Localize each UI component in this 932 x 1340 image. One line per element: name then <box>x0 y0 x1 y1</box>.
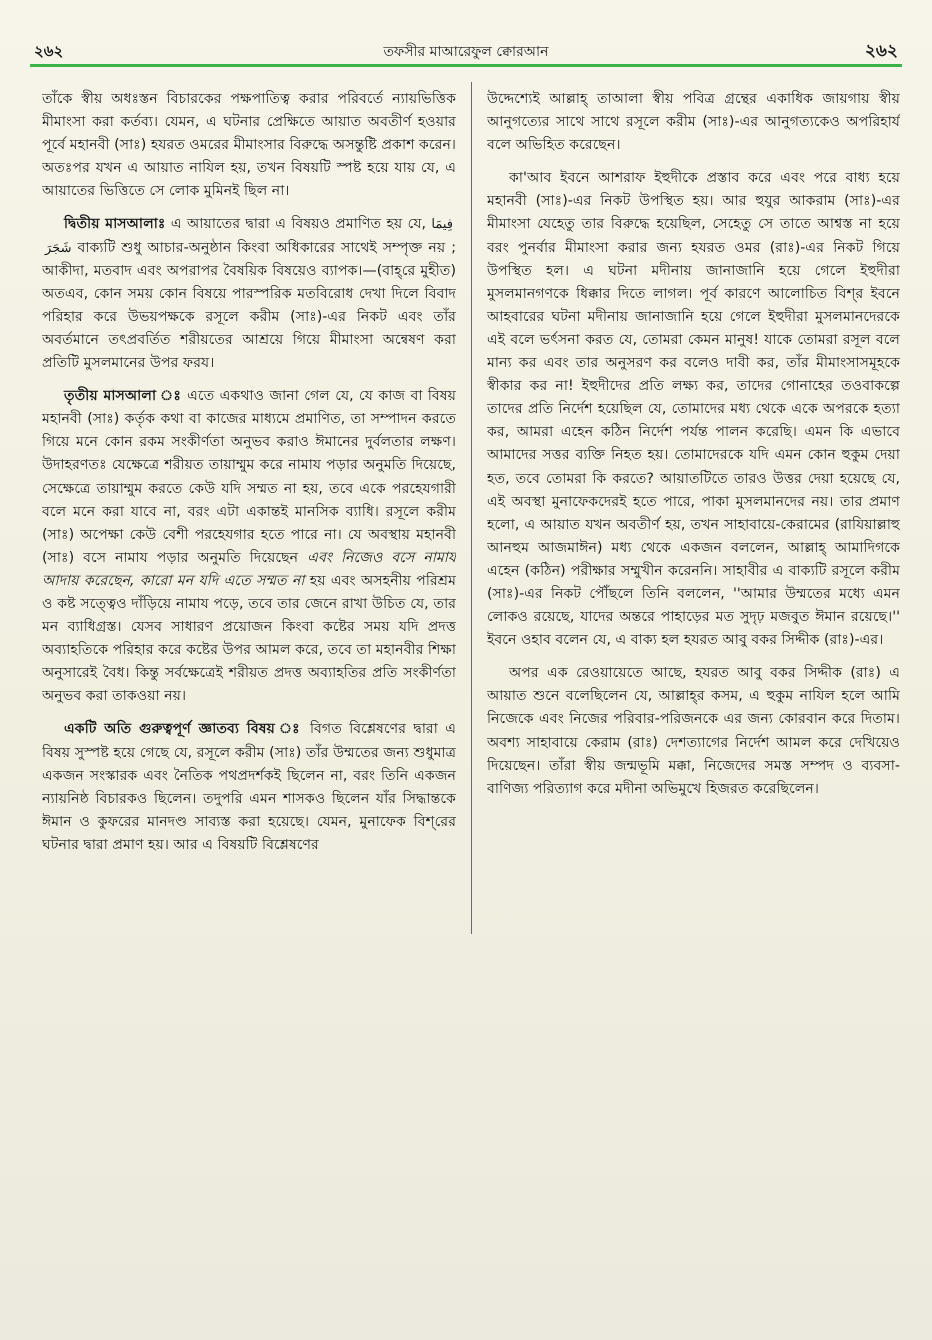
paragraph-second-masala <box>42 213 456 375</box>
paragraph-continuation-right: উদ্দেশ্যেই আল্লাহ্‌ তাআলা স্বীয় পবিত্র গ্রন্থের একাধিক জায়গায় স্বীয় আনুগত্যের সাথে সাথে রসূলে করীম (সাঃ)-এর আনুগত্যকেও অপরিহার্য বলে অভিহিত করেছেন। <box>487 91 900 154</box>
paragraph-third-masala <box>42 385 456 708</box>
text-second-masala-a: এ আয়াতের দ্বারা এ বিষয়ও প্রমাণিত হয় যে, <box>170 216 427 233</box>
text-third-masala-italic: এবং নিজেও বসে নামায আদায় করেছেন, কারো মন যদি এতে সম্মত না <box>42 549 456 589</box>
text-third-masala-b: হয় এবং অসহনীয় পরিশ্রম ও কষ্ট সত্ত্বেও দাঁড়িয়ে নামায পড়ে, তবে তার জেনে রাখা উচিত যে, তার মন ব্যাধিগ্রস্ত। যেসব সাধারণ প্রয়োজন কিংবা কষ্টের সময় যদি প্রদত্ত অব্যাহতিকে পরিহার করে কষ্টের উপর আমল করে, তবে তা মহানবীর শিক্ষা অনুসারেই বৈধ। কিন্তু সর্বক্ষেত্রেই শরীয়ত প্রদত্ত অব্যাহতির প্রতি সংকীর্ণতা অনুভব করা তাকওয়া নয়। <box>42 572 456 705</box>
paragraph-important-note <box>42 718 456 857</box>
column-divider <box>471 82 472 934</box>
right-column <box>487 88 900 908</box>
text-second-masala-b: বাক্যটি শুধু আচার-অনুষ্ঠান কিংবা অধিকারের সাথেই সম্পৃক্ত নয় ; আকীদা, মতবাদ এবং অপরাপর বৈষয়িক বিষয়েও ব্যাপক।—(বাহ্‌রে মুহীত) অতএব, কোন সময় কোন বিষয়ে পারস্পরিক মতবিরোধ দেখা দিলে বিবাদ পরিহার করে উভয়পক্ষকে রসূলে করীম (সাঃ)-এর নিকট এবং তাঁর অবর্তমানে তৎপ্রবর্তিত শরীয়তের আশ্রয়ে গিয়ে মীমাংসা অন্বেষণ করা প্রতিটি মুসলমানের উপর ফরয। <box>42 239 456 372</box>
paragraph-kaab-story: কা'আব ইবনে আশরাফ ইহুদীকে প্রস্তাব করে এবং পরে বাধ্য হয়ে মহানবী (সাঃ)-এর নিকট উপস্থিত হয়। আর হুযুর আকরাম (সাঃ)-এর মীমাংসা যেহেতু তার বিরুদ্ধে হয়েছিল, সেহেতু সে তাতে আশ্বস্ত না হয়ে বরং পুনর্বার মীমাংসা করার জন্য হযরত ওমর (রাঃ)-এর নিকট গিয়ে উপস্থিত হল। এ ঘটনা মদীনায় জানাজানি হয়ে গেলে ইহুদীরা মুসলমানগণকে ধিক্কার দিতে লাগল। পূর্ব কারণে আলোচিত বিশ্‌র ইবনে আহবারের ঘটনা মদীনায় জানাজানি হয়ে গেলে ইহুদীরা মুসলমানদেরকে এই বলে ভর্ৎসনা করত যে, তোমরা কেমন মানুষ! যাকে তোমরা রসূল বলে মান্য কর এবং তার অনুসরণ কর বলেও দাবী কর, তাঁর মীমাংসাসমূহকে স্বীকার কর না! ইহুদীদের প্রতি লক্ষ্য কর, তাদের গোনাহের তওবাকল্পে তাদের প্রতি নির্দেশ হয়েছিল যে, তোমাদের মধ্য থেকে একে অপরকে হত্যা কর, আমরা এহেন কঠিন নির্দেশ পর্যন্ত পালন করেছি। এমন কি এভাবে আমাদের সত্তর ব্যক্তি নিহত হয়। তোমাদেরকে যদি এমন কোন হুকুম দেয়া হত, তবে তোমরা কি করতে? আয়াতটিতে তারও উত্তর দেয়া হয়েছে যে, এই অবস্থা মুনাফেকদেরই হতে পারে, পাকা মুসলমানদের নয়। তার প্রমাণ হলো, এ আয়াত যখন অবতীর্ণ হয়, তখন সাহাবায়ে-কেরামের (রাযিয়াল্লাহু আনহুম আজমাঈন) মধ্য থেকে একজন বললেন, আল্লাহ্‌ আমাদিগকে এহেন (কঠিন) পরীক্ষার সম্মুখীন করেননি। সাহাবীর এ বাক্যটি রসূলে করীম (সাঃ)-এর নিকট পৌঁছলে তিনি বললেন, ''আমার উম্মতের মধ্যে এমন লোকও রয়েছে, যাদের অন্তরে পাহাড়ের মত সুদৃঢ় মজবুত ঈমান রয়েছে।'' ইবনে ওহাব বলেন যে, এ বাক্য হল হযরত আবু বকর সিদ্দীক (রাঃ)-এর। <box>487 170 900 649</box>
heading-important-note: একটি অতি গুরুত্বপূর্ণ জ্ঞাতব্য বিষয় ঃ <box>64 721 303 738</box>
paragraph-continuation: তাঁকে স্বীয় অধঃস্তন বিচারকের পক্ষপাতিত্ব করার পরিবর্তে ন্যায়ভিত্তিক মীমাংসা করা কর্তব্য। যেমন, এ ঘটনার প্রেক্ষিতে আয়াত অবতীর্ণ হওয়ার পূর্বে মহানবী (সাঃ) হযরত ওমরের মীমাংসার বিরুদ্ধে অসন্তুষ্টি প্রকাশ করেন। অতঃপর যখন এ আয়াত নাযিল হয়, তখন বিষয়টি স্পষ্ট হয়ে যায় যে, এ আয়াতের ভিত্তিতে সে লোক মুমিনই ছিল না। <box>42 91 456 200</box>
running-title: তফসীর মাআরেফুল ক্বোরআন <box>383 44 549 60</box>
text-third-masala-a: এতে একথাও জানা গেল যে, যে কাজ বা বিষয় মহানবী (সাঃ) কর্তৃক কথা বা কাজের মাধ্যমে প্রমাণিত, তা সম্পাদন করতে গিয়ে মনে কোন রকম সংকীর্ণতা অনুভব করাও ঈমানের দুর্বলতার লক্ষণ। উদাহরণতঃ যেক্ষেত্রে শরীয়ত তায়াম্মুম করে নামায পড়ার অনুমতি দিয়েছে, সেক্ষেত্রে তায়াম্মুম করতে কেউ যদি সম্মত না হয়, তবে একে পরহেযগারী বলে মনে করা যাবে না, বরং এটা একান্তই মানসিক ব্যাধি। রসূলে করীম (সাঃ) অপেক্ষা কেউ বেশী পরহেযগার হতে পারে না। যে অবস্থায় মহানবী (সাঃ) বসে নামায পড়ার অনুমতি দিয়েছেন <box>42 388 456 566</box>
arabic-phrase: فِيمَا شَجَرَ <box>45 217 454 256</box>
heading-second-masala: দ্বিতীয় মাসআলাঃ <box>64 216 166 233</box>
left-column <box>42 88 456 932</box>
page-number-left: ২৬২ <box>34 42 64 60</box>
header-rule <box>30 64 902 67</box>
text-important-note: বিগত বিশ্লেষণের দ্বারা এ বিষয় সুস্পষ্ট হয়ে গেছে যে, রসূলে করীম (সাঃ) তাঁর উম্মতের জন্য শুধুমাত্র একজন সংস্কারক এবং নৈতিক পথপ্রদর্শকই ছিলেন না, বরং তিনি একজন ন্যায়নিষ্ঠ বিচারকও ছিলেন। তদুপরি এমন শাসকও ছিলেন যাঁর সিদ্ধান্তকে ঈমান ও কুফরের মানদণ্ড সাব্যস্ত করা হয়েছে। যেমন, মুনাফেক বিশ্‌রের ঘটনার দ্বারা প্রমাণ হয়। আর এ বিষয়টি বিশ্লেষণের <box>42 721 456 853</box>
paragraph-abu-bakr: অপর এক রেওয়ায়েতে আছে, হযরত আবু বকর সিদ্দীক (রাঃ) এ আয়াত শুনে বলেছিলেন যে, আল্লাহ্‌র কসম, এ হুকুম নাযিল হলে আমি নিজেকে এবং নিজের পরিবার-পরিজনকে এর জন্য কোরবান করে দিতাম। অবশ্য সাহাবায়ে কেরাম (রাঃ) দেশত্যাগের নির্দেশ আমল করে দেখিয়েও দিয়েছেন। তাঁরা স্বীয় জন্মভূমি মক্কা, নিজেদের সমস্ত সম্পদ ও ব্যবসা-বাণিজ্য পরিত্যাগ করে মদীনা অভিমুখে হিজরত করেছিলেন। <box>487 665 900 797</box>
page-header <box>30 30 902 70</box>
heading-third-masala: তৃতীয় মাসআলা ঃ <box>64 388 182 405</box>
page-number-right: ২৬২ <box>864 41 898 61</box>
